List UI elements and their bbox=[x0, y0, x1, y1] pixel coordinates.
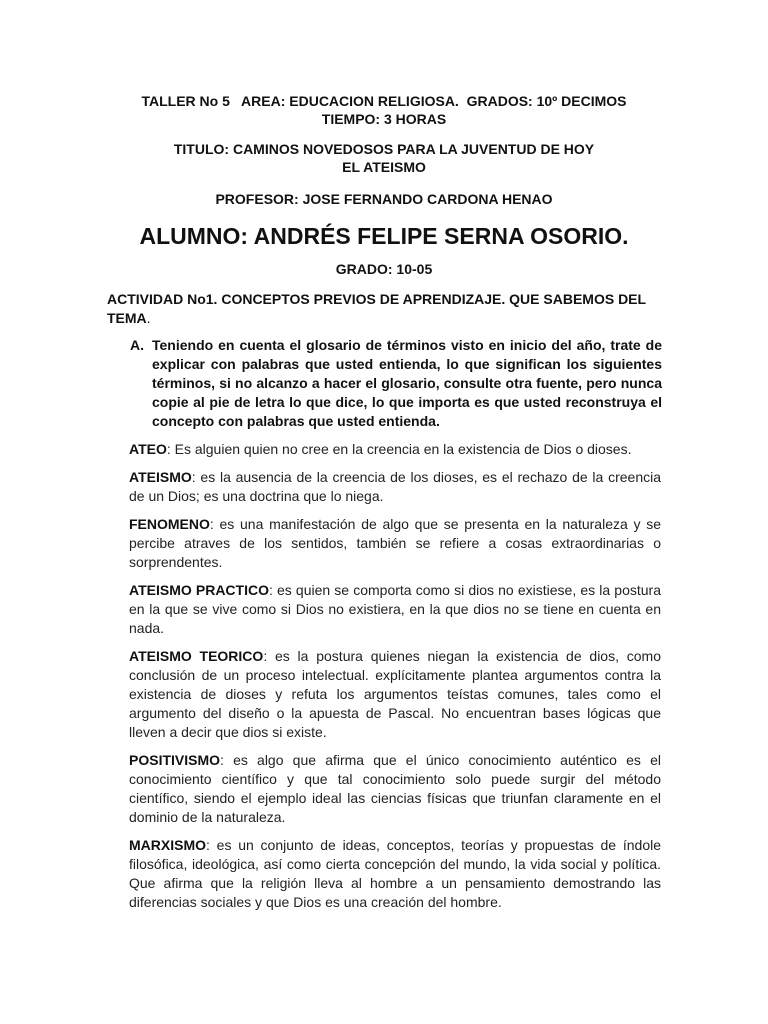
definition-term: ATEO bbox=[129, 441, 167, 457]
definition-term: FENOMENO bbox=[129, 516, 210, 532]
subtitle-line: EL ATEISMO bbox=[342, 159, 426, 175]
definition-text: : es la ausencia de la creencia de los dioses, es el rechazo de la creencia de un Dios; es una doctrina que lo niega. bbox=[129, 469, 661, 504]
title-block bbox=[0, 140, 768, 176]
definition-ateismo bbox=[129, 468, 661, 506]
definition-term: ATEISMO TEORICO bbox=[129, 648, 264, 664]
instruction-item bbox=[130, 336, 662, 431]
activity-heading-text: ACTIVIDAD No1. CONCEPTOS PREVIOS DE APRENDIZAJE. QUE SABEMOS DEL TEMA bbox=[107, 291, 646, 326]
definition-term: ATEISMO PRACTICO bbox=[129, 582, 269, 598]
activity-heading-period: . bbox=[146, 310, 151, 326]
definition-term: ATEISMO bbox=[129, 469, 192, 485]
definition-text: : es algo que afirma que el único conocimiento auténtico es el conocimiento científico y que tal conocimiento solo puede surgir del método científico, siendo el ejemplo ideal las ciencias físicas que triunfan claramente en el dominio de la naturaleza. bbox=[129, 752, 661, 825]
definition-ateismo-teorico bbox=[129, 647, 661, 742]
definition-term: POSITIVISMO bbox=[129, 752, 221, 768]
definition-text: : es un conjunto de ideas, conceptos, teorías y propuestas de índole filosófica, ideológica, así como cierta concepción del mundo, la vida social y política. Que afirma que la religión lleva al hombre a un pensamiento demostrando las diferencias sociales y que Dios es una creación del hombre. bbox=[129, 837, 661, 910]
workshop-header bbox=[0, 92, 768, 128]
definition-term: MARXISMO bbox=[129, 837, 206, 853]
workshop-info-line: TALLER No 5 AREA: EDUCACION RELIGIOSA. GRADOS: 10º DECIMOS bbox=[141, 93, 627, 109]
definition-text: : Es alguien quien no cree en la creencia en la existencia de Dios o dioses. bbox=[166, 441, 632, 457]
definition-text: : es la postura quienes niegan la existencia de dios, como conclusión de un proceso intelectual. explícitamente plantea argumentos contra la existencia de dioses y refuta los argumentos teístas comunes, tales como el argumento del diseño o la apuesta de Pascal. No encuentran bases lógicas que lleven a decir que dios si existe. bbox=[129, 648, 661, 740]
definition-marxismo bbox=[129, 836, 661, 912]
grade-line: GRADO: 10-05 bbox=[335, 261, 433, 277]
definition-ateo bbox=[129, 440, 661, 459]
definitions-list bbox=[129, 440, 661, 921]
definition-ateismo-practico bbox=[129, 581, 661, 638]
activity-heading bbox=[107, 290, 663, 328]
student-name: ALUMNO: ANDRÉS FELIPE SERNA OSORIO. bbox=[139, 223, 629, 249]
definition-text: : es quien se comporta como si dios no existiese, es la postura en la que se vive como si Dios no existiera, en la que dios no se tiene en cuenta en nada. bbox=[129, 582, 661, 636]
definition-text: : es una manifestación de algo que se presenta en la naturaleza y se percibe atraves de los sentidos, también se refiere a cosas extraordinarias o sorprendentes. bbox=[129, 516, 661, 570]
teacher-line: PROFESOR: JOSE FERNANDO CARDONA HENAO bbox=[215, 191, 553, 207]
definition-positivismo bbox=[129, 751, 661, 827]
instruction-text: Teniendo en cuenta el glosario de términos visto en inicio del año, trate de explicar con palabras que usted entienda, lo que significan los siguientes términos, si no alcanzo a hacer el glosario, consulte otra fuente, pero nunca copie al pie de letra lo que dice, lo que importa es que usted reconstruya el concepto con palabras que usted entienda. bbox=[152, 337, 662, 429]
time-line: TIEMPO: 3 HORAS bbox=[321, 111, 447, 127]
title-line: TITULO: CAMINOS NOVEDOSOS PARA LA JUVENTUD DE HOY bbox=[173, 141, 595, 157]
instruction-letter: A. bbox=[130, 337, 144, 353]
definition-fenomeno bbox=[129, 515, 661, 572]
